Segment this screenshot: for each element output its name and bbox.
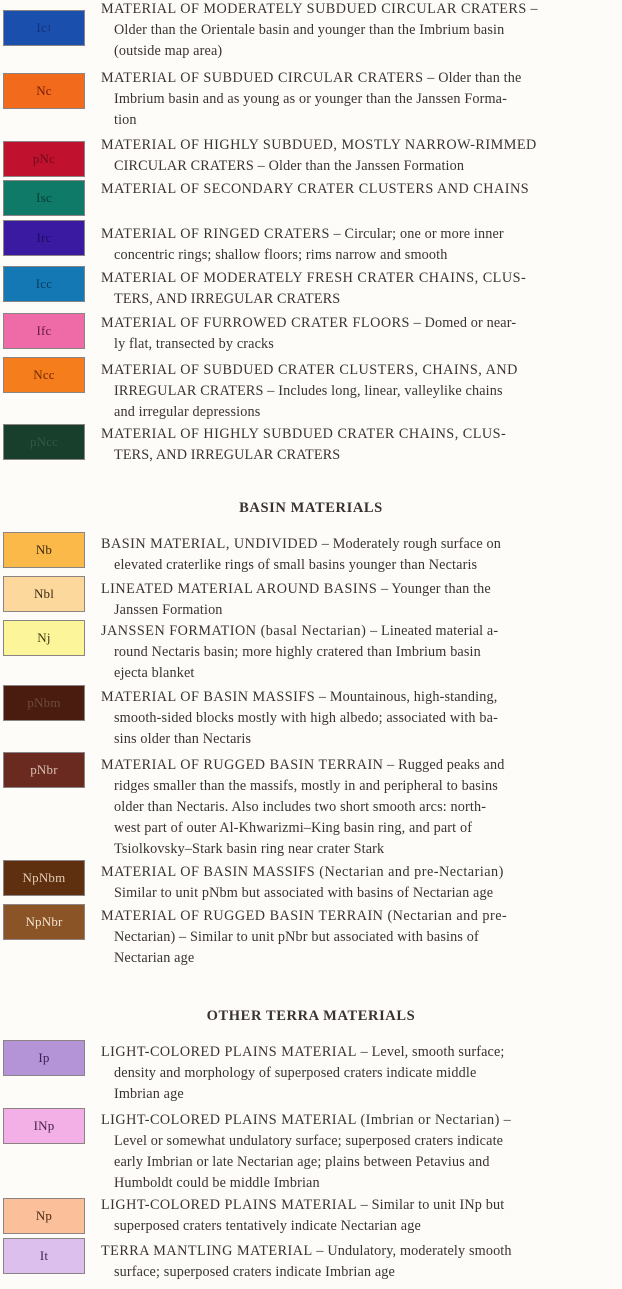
unit-title: LIGHT-COLORED PLAINS MATERIAL [101, 1197, 357, 1213]
unit-description-line: ridges smaller than the massifs, mostly in and peripheral to basins [114, 778, 498, 794]
unit-symbol: Irc [36, 230, 52, 245]
unit-description [101, 0, 615, 62]
unit-description-line: Older than the Orientale basin and younger than the Imbrium basin [114, 22, 505, 38]
unit-first-line [101, 1243, 512, 1259]
unit-symbol: Ncc [33, 367, 55, 382]
unit-description-line: and irregular depressions [114, 404, 261, 420]
unit-dash: – [333, 226, 341, 242]
unit-first-tail: Level, smooth surface; [371, 1044, 505, 1060]
unit-description-line: Nectarian) – Similar to unit pNbr but associated with basins of [114, 929, 479, 945]
unit-dash: – [387, 757, 395, 773]
unit-title: MATERIAL OF RUGGED BASIN TERRAIN (Nectarian and pre- [101, 908, 508, 924]
unit-swatch [3, 357, 85, 393]
unit-swatch [3, 1198, 85, 1234]
unit-symbol: Ip [38, 1050, 50, 1065]
unit-title: MATERIAL OF FURROWED CRATER FLOORS [101, 315, 410, 331]
unit-first-tail: Older than the [438, 70, 522, 86]
unit-first-line [101, 1, 538, 17]
unit-first-line [101, 70, 521, 86]
unit-description [101, 862, 615, 904]
unit-description-line: Tsiolkovsky–Stark basin ring near crater Stark [114, 841, 385, 857]
unit-swatch [3, 685, 85, 721]
unit-description-line: elevated craterlike rings of small basins younger than Nectaris [114, 557, 478, 573]
unit-title: LIGHT-COLORED PLAINS MATERIAL [101, 1044, 357, 1060]
unit-first-line [101, 864, 504, 880]
unit-title: MATERIAL OF RUGGED BASIN TERRAIN [101, 757, 384, 773]
unit-dash: – [530, 1, 538, 17]
unit-title: LIGHT-COLORED PLAINS MATERIAL (Imbrian or Nectarian) [101, 1112, 500, 1128]
unit-description [101, 424, 615, 466]
unit-dash: – [427, 70, 435, 86]
unit-dash: – [321, 536, 329, 552]
unit-swatch [3, 73, 85, 109]
unit-dash: – [413, 315, 421, 331]
unit-first-line [101, 689, 497, 705]
unit-symbol: NpNbm [22, 870, 66, 885]
unit-symbol: pNcc [29, 434, 59, 449]
unit-title: MATERIAL OF MODERATELY SUBDUED CIRCULAR CRATERS [101, 1, 527, 17]
unit-description-line: CIRCULAR CRATERS – Older than the Janssen Formation [114, 158, 465, 174]
unit-symbol: pNc [32, 151, 56, 166]
unit-symbol: Icc [35, 276, 53, 291]
unit-first-tail: Similar to unit INp but [371, 1197, 505, 1213]
unit-description-line: west part of outer Al-Khwarizmi–King basin ring, and part of [114, 820, 473, 836]
unit-description-line: Similar to unit pNbm but associated with basins of Nectarian age [114, 885, 494, 901]
unit-swatch [3, 752, 85, 788]
unit-symbol: Nj [37, 630, 51, 645]
unit-swatch [3, 1238, 85, 1274]
unit-first-tail: Lineated material a- [381, 623, 499, 639]
unit-description-line: density and morphology of superposed craters indicate middle [114, 1065, 477, 1081]
unit-description [101, 755, 615, 860]
unit-swatch [3, 10, 85, 46]
unit-first-tail: Mountainous, high-standing, [329, 689, 498, 705]
unit-description [101, 1195, 615, 1237]
unit-first-line [101, 226, 504, 242]
other-terra-materials-heading: OTHER TERRA MATERIALS [206, 1008, 416, 1024]
unit-symbol: Ic [36, 20, 47, 35]
unit-description [101, 135, 615, 177]
unit-description [101, 1042, 615, 1105]
unit-description [101, 224, 615, 266]
unit-dash: – [370, 623, 378, 639]
unit-title: BASIN MATERIAL, UNDIVIDED [101, 536, 319, 552]
unit-symbol: INp [33, 1118, 55, 1133]
unit-first-line [101, 908, 507, 924]
unit-description-line: ly flat, transected by cracks [114, 336, 274, 352]
unit-description [101, 179, 615, 200]
unit-title: MATERIAL OF MODERATELY FRESH CRATER CHAINS, CLUS- [101, 270, 527, 286]
unit-swatch [3, 424, 85, 460]
unit-first-tail: Undulatory, moderately smooth [327, 1243, 512, 1259]
unit-title: MATERIAL OF BASIN MASSIFS [101, 689, 316, 705]
unit-description-line: IRREGULAR CRATERS – Includes long, linear, valleylike chains [114, 383, 503, 399]
unit-swatch [3, 1040, 85, 1076]
unit-first-line [101, 362, 518, 378]
unit-swatch [3, 532, 85, 568]
unit-title: MATERIAL OF SUBDUED CRATER CLUSTERS, CHAINS, AND [101, 362, 518, 378]
unit-first-line [101, 426, 506, 442]
unit-description-line: Imbrian age [114, 1086, 184, 1102]
unit-title: MATERIAL OF BASIN MASSIFS (Nectarian and pre-Nectarian) [101, 864, 504, 880]
unit-dash: – [503, 1112, 511, 1128]
unit-description-line: older than Nectaris. Also includes two short smooth arcs: north- [114, 799, 487, 815]
unit-swatch [3, 1108, 85, 1144]
unit-description-line: Nectarian age [114, 950, 195, 966]
unit-title: MATERIAL OF SUBDUED CIRCULAR CRATERS [101, 70, 424, 86]
unit-title: MATERIAL OF SECONDARY CRATER CLUSTERS AND CHAINS [101, 181, 530, 197]
unit-first-line [101, 1044, 505, 1060]
unit-description-line: Janssen Formation [114, 602, 223, 618]
unit-title: MATERIAL OF HIGHLY SUBDUED CRATER CHAINS, CLUS- [101, 426, 507, 442]
unit-description-line: (outside map area) [114, 43, 223, 59]
unit-description [101, 906, 615, 969]
unit-description-line: round Nectaris basin; more highly cratered than Imbrium basin [114, 644, 481, 660]
unit-first-tail: Circular; one or more inner [344, 226, 504, 242]
unit-dash: – [380, 581, 389, 597]
unit-dash: – [318, 689, 327, 705]
unit-description-line: early Imbrian or late Nectarian age; plains between Petavius and [114, 1154, 490, 1170]
unit-dash: – [360, 1044, 368, 1060]
unit-description-line: superposed craters tentatively indicate Nectarian age [114, 1218, 421, 1234]
unit-swatch [3, 141, 85, 177]
unit-symbol: Np [35, 1208, 53, 1223]
unit-first-tail: Domed or near- [424, 315, 517, 331]
unit-first-tail: Younger than the [391, 581, 491, 597]
unit-title: LINEATED MATERIAL AROUND BASINS [101, 581, 378, 597]
unit-description-line: TERS, AND IRREGULAR CRATERS [114, 291, 341, 307]
unit-swatch [3, 904, 85, 940]
unit-swatch [3, 266, 85, 302]
unit-first-tail: Moderately rough surface on [332, 536, 502, 552]
basin-materials-heading: BASIN MATERIALS [239, 500, 383, 516]
unit-description-line: Humboldt could be middle Imbrian [114, 1175, 320, 1191]
unit-description-line: tion [114, 112, 137, 128]
unit-swatch [3, 180, 85, 216]
unit-dash: – [316, 1243, 324, 1259]
unit-symbol: NpNbr [25, 914, 63, 929]
unit-title: MATERIAL OF RINGED CRATERS [101, 226, 330, 242]
unit-first-line [101, 137, 537, 153]
unit-description [101, 1241, 615, 1283]
unit-description-line: smooth-sided blocks mostly with high albedo; associated with ba- [114, 710, 498, 726]
unit-first-line [101, 1112, 511, 1128]
unit-title: TERRA MANTLING MATERIAL [101, 1243, 313, 1259]
unit-swatch [3, 313, 85, 349]
unit-first-line [101, 757, 505, 773]
unit-swatch [3, 860, 85, 896]
unit-first-line [101, 581, 491, 597]
unit-symbol: Nb [35, 542, 53, 557]
unit-description [101, 313, 615, 355]
unit-swatch [3, 576, 85, 612]
unit-description-line: Imbrium basin and as young as or younger than the Janssen Forma- [114, 91, 507, 107]
unit-description-line: surface; superposed craters indicate Imbrian age [114, 1264, 395, 1280]
unit-description [101, 579, 615, 621]
unit-symbol: Isc [36, 190, 52, 205]
unit-description-line: TERS, AND IRREGULAR CRATERS [114, 447, 341, 463]
unit-description [101, 268, 615, 310]
unit-first-line [101, 1197, 504, 1213]
unit-description [101, 621, 615, 684]
unit-dash: – [360, 1197, 368, 1213]
unit-symbol: Ifc [36, 323, 52, 338]
unit-first-line [101, 536, 501, 552]
unit-first-line [101, 315, 516, 331]
unit-first-tail: Rugged peaks and [398, 757, 505, 773]
unit-description [101, 1110, 615, 1194]
unit-title: MATERIAL OF HIGHLY SUBDUED, MOSTLY NARROW-RIMMED [101, 137, 537, 153]
unit-symbol: pNbr [30, 762, 58, 777]
unit-swatch [3, 220, 85, 256]
unit-symbol-subscript: 1 [46, 23, 52, 33]
unit-swatch [3, 620, 85, 656]
unit-first-line [101, 623, 498, 639]
unit-symbol: pNbm [27, 695, 61, 710]
unit-symbol: It [39, 1248, 49, 1263]
unit-description-line: concentric rings; shallow floors; rims narrow and smooth [114, 247, 448, 263]
unit-description [101, 68, 615, 131]
unit-description [101, 534, 615, 576]
unit-description-line: ejecta blanket [114, 665, 195, 681]
unit-symbol: Nc [36, 83, 52, 98]
unit-description [101, 360, 615, 423]
unit-symbol: Nbl [33, 586, 55, 601]
unit-description-line: Level or somewhat undulatory surface; superposed craters indicate [114, 1133, 504, 1149]
unit-description [101, 687, 615, 750]
unit-description-line: sins older than Nectaris [114, 731, 252, 747]
unit-first-line [101, 181, 529, 197]
unit-first-line [101, 270, 526, 286]
unit-title: JANSSEN FORMATION (basal Nectarian) [101, 623, 367, 639]
